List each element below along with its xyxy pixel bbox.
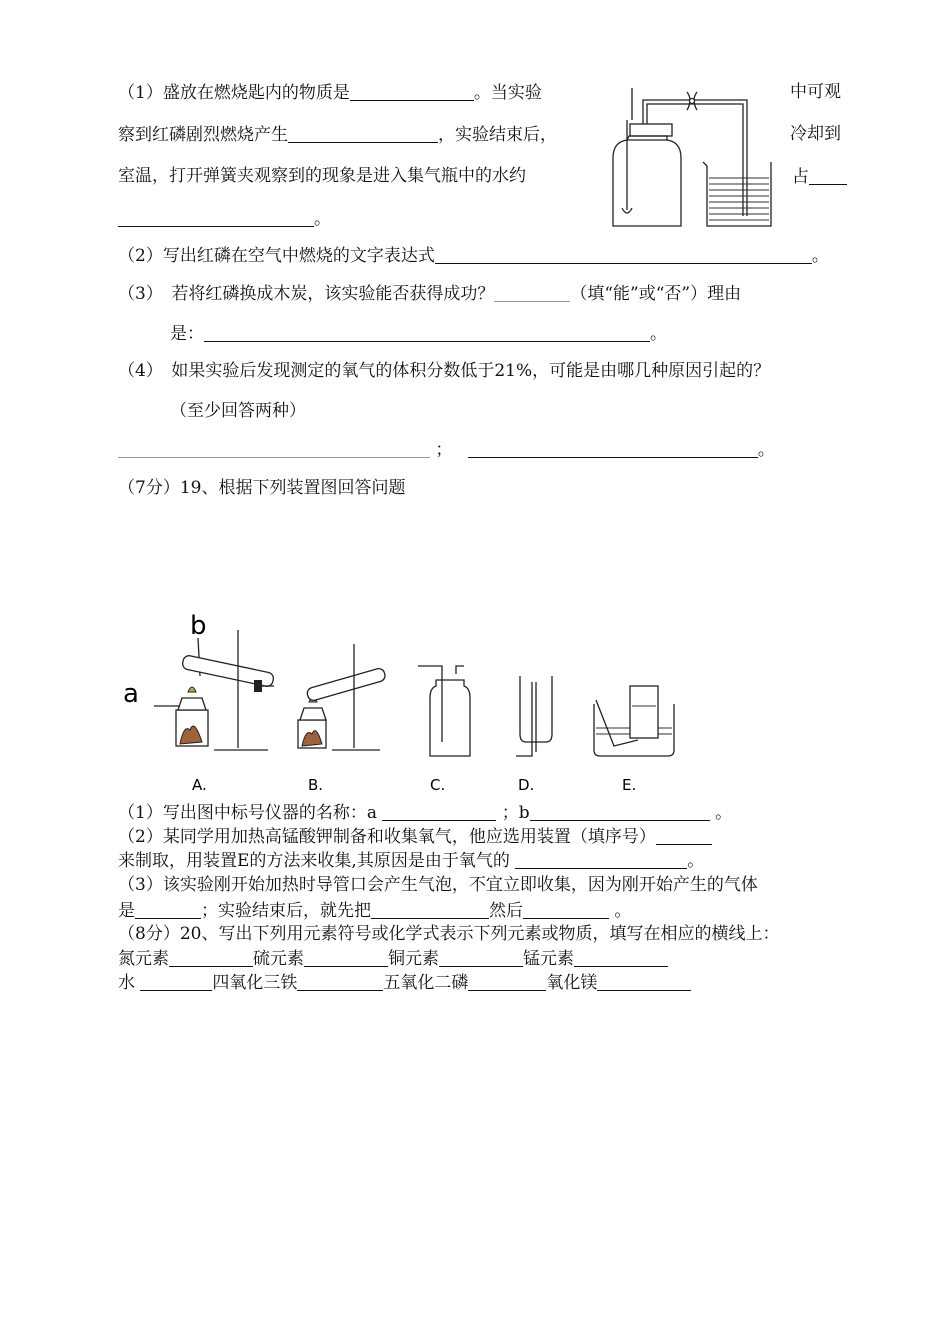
q20-row1: 氮元素 硫元素 铜元素 锰元素 [118,950,668,968]
q18-p1-line4: 。 [118,210,331,228]
alcohol-lamp [300,708,326,720]
apparatus-a [176,630,274,750]
answer-blank[interactable] [574,950,668,967]
q18-p4-answers: ； 。 [118,441,775,459]
q18-p3-line1: （3） 若将红磷换成木炭，该实验能否获得成功？ （填“能”或“否”）理由 [118,284,742,304]
answer-blank[interactable] [204,325,650,342]
answer-blank[interactable] [118,441,430,458]
caption-b: B. [308,776,324,794]
q20-row2: 水 四氧化三铁 五氧化二磷 氧化镁 [118,974,691,992]
caption-a: A. [192,776,207,794]
q19-p3-line1: （3）该实验刚开始加热时导管口会产生气泡，不宜立即收集，因为刚开始产生的气体 [118,875,758,895]
caption-c: C. [430,776,446,794]
test-tube-b [306,667,386,702]
answer-blank[interactable] [169,950,253,967]
beaker-water [709,178,769,220]
q18-p1-line2-end: 冷却到 [790,124,841,144]
gas-bottle-c [430,680,470,756]
answer-blank[interactable] [297,974,383,991]
apparatus-d [516,676,552,756]
answer-blank[interactable] [523,902,609,919]
answer-blank[interactable] [439,950,523,967]
answer-blank[interactable] [135,902,201,919]
answer-blank[interactable] [118,210,314,227]
q19-p2-line1: （2）某同学用加热高锰酸钾制备和收集氧气，他应选用装置（填序号） [118,828,712,846]
q18-p1-line2: 察到红磷剧烈燃烧产生 ，实验结束后， [118,125,557,145]
answer-blank[interactable] [435,247,812,264]
caption-d: D. [518,776,535,794]
answer-blank[interactable] [350,84,474,101]
q18-p4-hint: （至少回答两种） [170,401,306,421]
q18-p4-line1: （4） 如果实验后发现测定的氧气的体积分数低于21%，可能是由哪几种原因引起的？ [118,361,771,381]
answer-blank[interactable] [304,950,388,967]
q18-p1-line3: 室温，打开弹簧夹观察到的现象是进入集气瓶中的水约 [118,166,526,186]
short-tube [456,666,464,674]
q18-p1-line1: （1）盛放在燃烧匙内的物质是 。当实验 [118,83,542,103]
q18-p1-line3-end: 占 [792,168,847,186]
answer-blank[interactable] [288,126,438,143]
q18-p2: （2）写出红磷在空气中燃烧的文字表达式 。 [118,246,829,266]
answer-blank[interactable] [140,974,212,991]
q18-p1-line1-end: 中可观 [790,82,841,102]
bottle-stopper [630,124,672,136]
answer-blank[interactable] [371,902,489,919]
inverted-gas-bottle [630,686,658,738]
q19-title: （7分）19、根据下列装置图回答问题 [118,478,406,498]
label-a: a [123,679,139,709]
answer-blank[interactable] [656,828,712,845]
beaker [703,162,771,226]
answer-blank[interactable] [468,974,546,991]
tube-d [516,682,532,756]
answer-blank[interactable] [494,285,570,302]
answer-blank[interactable] [597,974,691,991]
q19-p3-line2: 是 ；实验结束后，就先把 然后 。 [118,901,632,921]
answer-blank-a[interactable] [382,804,496,821]
apparatus-b [298,644,386,750]
answer-blank-b[interactable] [530,804,710,821]
apparatus-c [418,666,470,756]
apparatus-e [594,686,674,756]
stopper [254,680,262,692]
flame [188,687,196,692]
collecting-bottle [613,136,681,226]
caption-e: E. [622,776,637,794]
lab-apparatus-figure [118,610,678,800]
q18-p3-line2: 是： 。 [170,324,667,344]
q19-p2-line2: 来制取，用装置E的方法来收集,其原因是由于氧气的 。 [118,851,705,871]
answer-blank[interactable] [468,441,758,458]
q19-p1: （1）写出图中标号仪器的名称：a ；b 。 [118,803,733,823]
answer-blank[interactable] [809,168,847,185]
glass-tube-inner [647,104,743,216]
alcohol-lamp [178,698,206,710]
label-b: b [190,611,207,641]
spring-clip-pivot [690,99,695,104]
oxygen-content-apparatus-figure [605,80,775,230]
answer-blank[interactable] [515,852,687,869]
q20-title: （8分）20、写出下列用元素符号或化学式表示下列元素或物质，填写在相应的横线上： [118,924,780,944]
glass-tube [643,100,747,216]
